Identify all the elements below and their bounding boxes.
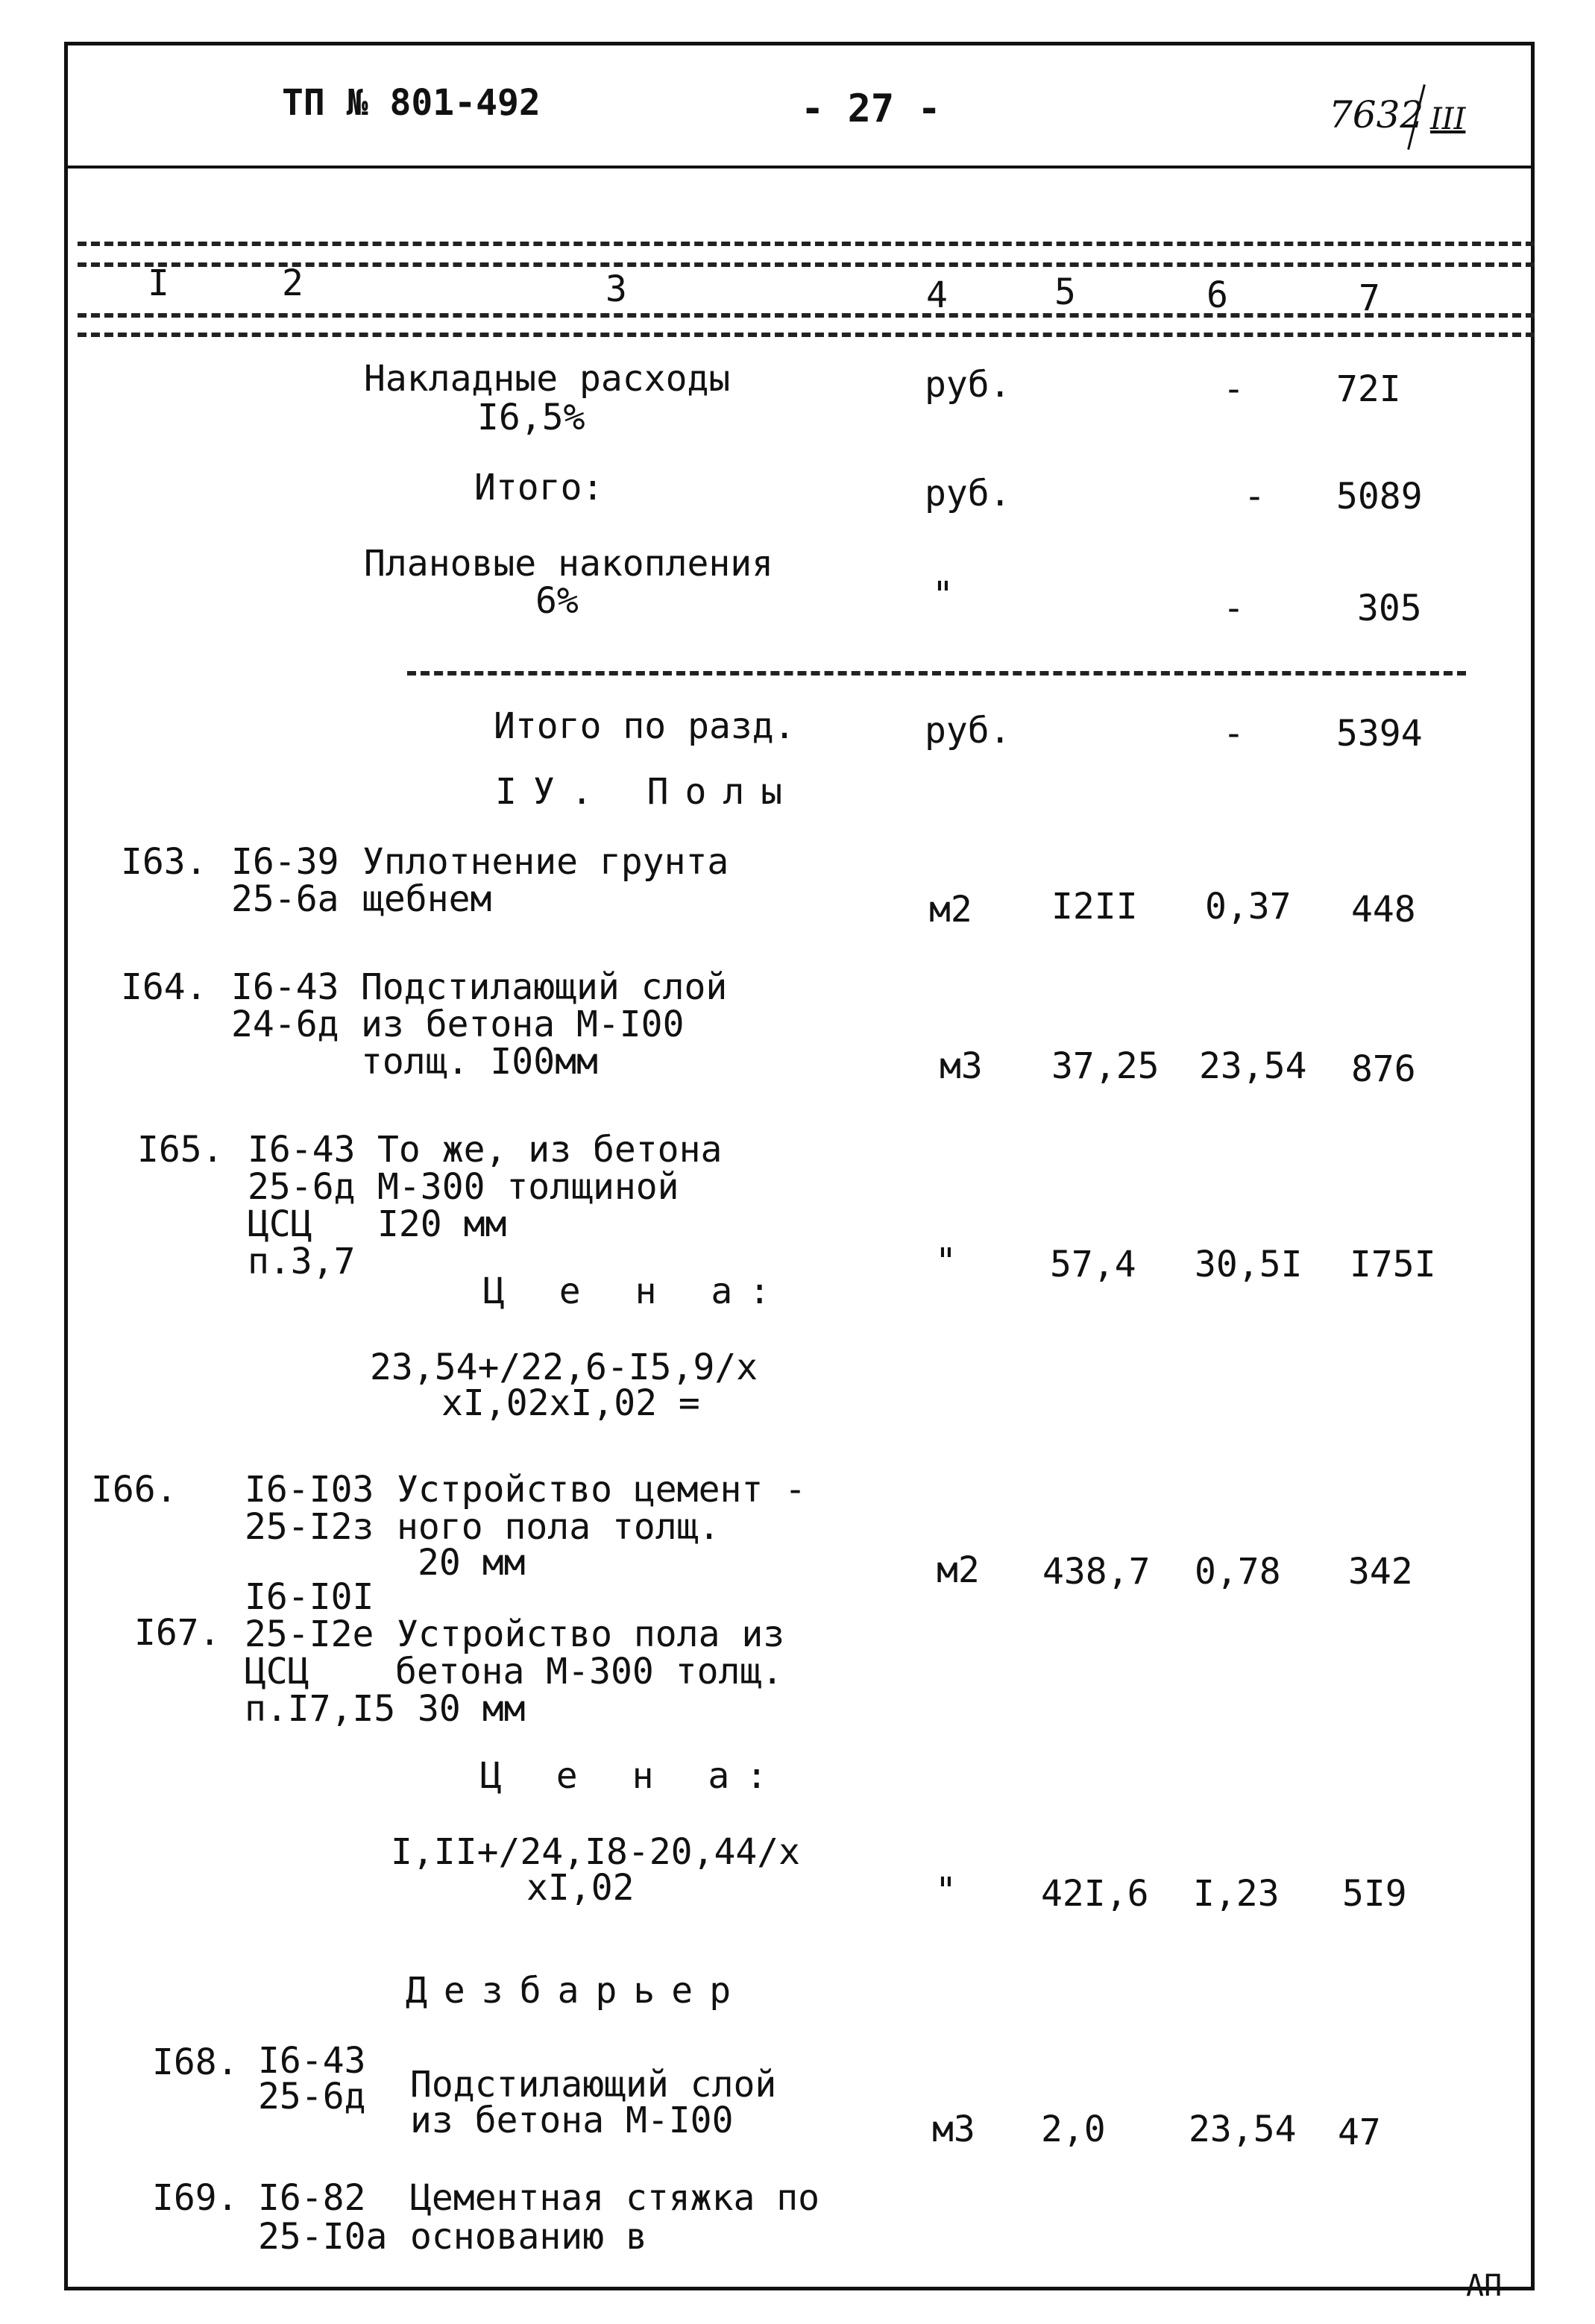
row-code: 25-6а (231, 878, 339, 920)
row-code: I6-43 (258, 2040, 366, 2082)
row-price: 30,5I (1195, 1244, 1303, 1285)
row-code: 25-6д (248, 1166, 356, 1208)
summary-unit: " (932, 574, 954, 616)
col-header-6: 6 (1207, 274, 1228, 316)
summary-overhead-pct: I6,5% (477, 397, 585, 438)
row-unit: м3 (932, 2109, 975, 2150)
row-code: 25-I2е (245, 1613, 374, 1655)
row-desc: М-300 толщиной (377, 1166, 679, 1208)
summary-overhead: Накладные расходы (364, 358, 731, 400)
row-desc: Цементная стяжка по (410, 2177, 820, 2219)
row-code: I6-43 (231, 966, 339, 1008)
col-header-3: 3 (605, 268, 627, 310)
price-formula: хI,02 (526, 1867, 635, 1909)
row-number: I66. (91, 1469, 177, 1511)
row-price: 23,54 (1199, 1045, 1307, 1087)
summary-total: 72I (1336, 368, 1401, 410)
row-unit: м2 (929, 889, 972, 930)
row-desc: I20 мм (377, 1203, 507, 1245)
subsection-title: Дезбарьер (406, 1970, 748, 2012)
row-desc: ного пола толщ. (397, 1506, 720, 1548)
summary-planned: Плановые накопления (364, 543, 774, 585)
summary-total: 305 (1357, 588, 1422, 629)
row-total: 47 (1338, 2112, 1381, 2153)
row-number: I67. (134, 1612, 221, 1654)
row-desc: основанию в (410, 2216, 647, 2258)
row-qty: 2,0 (1041, 2109, 1106, 2150)
row-qty: I2II (1051, 886, 1138, 928)
summary-dash: - (1223, 713, 1245, 755)
dashed-rule (78, 242, 1535, 246)
summary-section-total: Итого по разд. (494, 705, 796, 747)
header-divider (64, 166, 1535, 169)
dashed-rule (407, 671, 1466, 676)
price-formula: хI,02хI,02 = (441, 1382, 700, 1424)
row-desc: То же, из бетона (377, 1129, 723, 1171)
row-desc: Устройство цемент - (397, 1469, 807, 1511)
col-header-5: 5 (1054, 271, 1076, 313)
row-desc: Подстилающий слой (410, 2064, 777, 2106)
row-price: 0,78 (1195, 1551, 1281, 1593)
section-title: IУ. Полы (495, 771, 799, 813)
row-code: п.3,7 (248, 1241, 356, 1282)
summary-unit: руб. (925, 710, 1011, 752)
row-price: 0,37 (1205, 886, 1292, 928)
row-qty: 37,25 (1051, 1045, 1160, 1087)
price-formula: 23,54+/22,6-I5,9/х (370, 1347, 758, 1388)
summary-dash: - (1223, 588, 1245, 629)
row-total: 5I9 (1342, 1873, 1407, 1915)
row-total: 448 (1351, 889, 1416, 930)
row-code: 24-6д (231, 1004, 339, 1045)
row-desc: Устройство пола из (397, 1613, 785, 1655)
summary-unit: руб. (925, 473, 1011, 514)
row-number: I65. (137, 1129, 224, 1171)
dashed-rule (78, 313, 1535, 318)
row-code: ЦСЦ (245, 1651, 309, 1692)
row-code: I6-82 (258, 2177, 366, 2219)
row-total: I75I (1350, 1244, 1436, 1285)
row-desc: 30 мм (418, 1688, 526, 1730)
page-number: - 27 - (801, 86, 941, 131)
row-desc: 20 мм (418, 1542, 526, 1584)
row-desc: из бетона М-I00 (361, 1004, 685, 1045)
corner-mark: АП (1466, 2269, 1503, 2303)
summary-dash: - (1244, 476, 1265, 517)
archive-number: 7632 (1329, 93, 1424, 136)
row-desc: из бетона М-I00 (410, 2100, 734, 2141)
row-code: 25-6д (258, 2076, 366, 2117)
row-code: 25-I2з (245, 1506, 374, 1548)
row-code: 25-I0а (258, 2216, 388, 2258)
price-label: Ц е н а: (480, 1755, 784, 1797)
summary-planned-pct: 6% (535, 580, 579, 622)
row-number: I63. (121, 841, 207, 883)
row-code: I6-I0I (245, 1576, 374, 1618)
row-price: 23,54 (1189, 2109, 1297, 2150)
doc-code: ТП № 801-492 (282, 82, 541, 124)
archive-part: III (1430, 102, 1466, 136)
summary-dash: - (1223, 368, 1245, 410)
row-qty: 438,7 (1042, 1551, 1151, 1593)
row-qty: 57,4 (1050, 1244, 1136, 1285)
row-total: 342 (1348, 1551, 1413, 1593)
row-number: I68. (152, 2041, 239, 2083)
row-code: ЦСЦ (248, 1203, 312, 1245)
row-desc: бетона М-300 толщ. (395, 1651, 784, 1692)
row-unit: " (935, 1241, 957, 1282)
row-unit: " (935, 1870, 957, 1912)
summary-unit: руб. (925, 364, 1011, 406)
summary-total: 5089 (1336, 476, 1423, 517)
row-unit: м3 (940, 1045, 983, 1087)
row-number: I64. (121, 966, 207, 1008)
col-header-2: 2 (282, 262, 303, 304)
row-number: I69. (152, 2177, 239, 2219)
row-code: I6-43 (248, 1129, 356, 1171)
row-desc: Подстилающий слой (361, 966, 728, 1008)
summary-subtotal: Итого: (474, 467, 604, 508)
row-desc: щебнем (362, 878, 492, 920)
price-formula: I,II+/24,I8-20,44/х (391, 1831, 801, 1873)
price-label: Ц е н а: (483, 1270, 787, 1312)
row-code: I6-39 (231, 841, 339, 883)
row-desc: Уплотнение грунта (362, 841, 729, 883)
row-price: I,23 (1193, 1873, 1280, 1915)
col-header-4: 4 (926, 274, 948, 316)
row-qty: 42I,6 (1041, 1873, 1149, 1915)
row-total: 876 (1351, 1048, 1416, 1090)
row-unit: м2 (937, 1549, 980, 1591)
col-header-1: I (148, 262, 169, 304)
row-desc: толщ. I00мм (361, 1041, 598, 1083)
dashed-rule (78, 333, 1535, 337)
col-header-7: 7 (1359, 277, 1380, 319)
summary-total: 5394 (1336, 713, 1423, 755)
row-code: п.I7,I5 (245, 1688, 396, 1730)
row-code: I6-I03 (245, 1469, 374, 1511)
